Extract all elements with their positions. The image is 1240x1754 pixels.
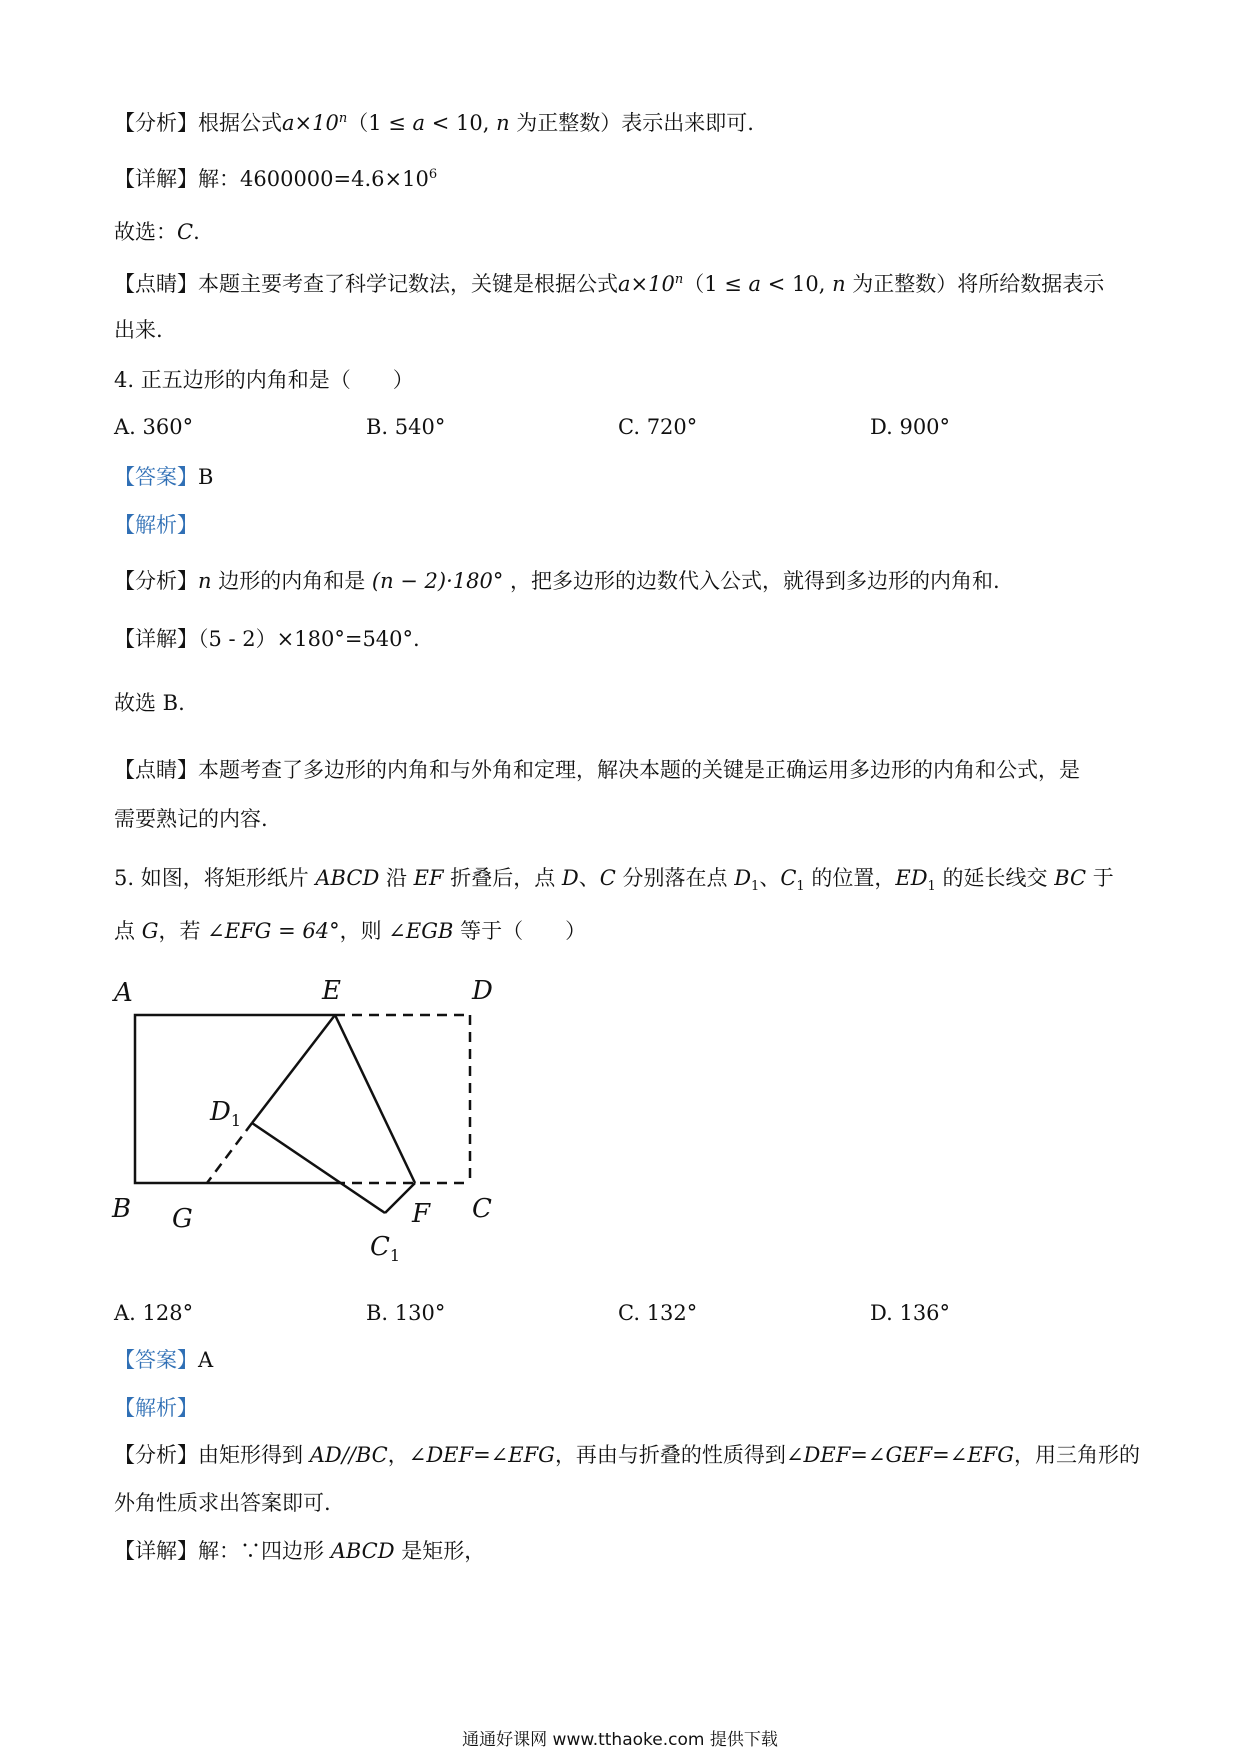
- segment-ed1: [252, 1015, 335, 1123]
- text: ，若: [158, 919, 208, 943]
- var-n: n: [496, 111, 510, 135]
- option-letter: B.: [366, 415, 389, 439]
- formula: ∠EFG = 64°: [207, 919, 340, 943]
- text: 5. 如图，将矩形纸片: [114, 866, 316, 890]
- q3-choice: [114, 217, 200, 247]
- label-detail: 【详解】: [114, 627, 198, 651]
- q4-option-d: [870, 412, 950, 442]
- q3-point-cont: 出来.: [114, 318, 163, 342]
- label-d: D: [472, 976, 493, 1006]
- text: < 10,: [761, 272, 833, 296]
- q4-option-a: [114, 412, 193, 442]
- option-letter: A.: [114, 415, 136, 439]
- option-value: 136°: [899, 1301, 951, 1325]
- text: （1 ≤: [683, 272, 749, 296]
- label-point: 【点睛】: [114, 758, 198, 782]
- segment-d1c1: [252, 1123, 385, 1213]
- option-letter: A.: [114, 1301, 136, 1325]
- option-letter: D.: [870, 1301, 893, 1325]
- text: （1 ≤: [347, 111, 413, 135]
- subscript: 1: [751, 879, 760, 895]
- text: 的位置，: [804, 866, 896, 890]
- fold-diagram: [110, 965, 510, 1265]
- var: C: [780, 866, 797, 890]
- q4-option-c: [618, 412, 697, 442]
- exponent: n: [674, 272, 684, 287]
- q5-answer: [114, 1345, 213, 1375]
- label-c1: $C_1$: [370, 1232, 401, 1265]
- q5-stem-cont: [114, 916, 586, 946]
- label-point: 【点睛】: [114, 272, 198, 296]
- q4-stem: 4. 正五边形的内角和是（ ）: [114, 368, 414, 392]
- segment-c1f: [385, 1183, 415, 1213]
- text: 折叠后，点: [443, 866, 562, 890]
- formula: a×10: [618, 272, 675, 296]
- q5-detail: [114, 1536, 485, 1566]
- text: 分别落在点: [615, 866, 735, 890]
- option-value: 900°: [899, 415, 951, 439]
- text: 、: [578, 866, 600, 890]
- segment-gd1-dashed: [207, 1123, 252, 1183]
- q4-detail: [114, 624, 420, 654]
- subscript: 1: [927, 879, 936, 895]
- label-g: G: [172, 1204, 193, 1234]
- q5-option-c: [618, 1298, 697, 1328]
- q5-jiexi-label: 【解析】: [114, 1396, 198, 1420]
- text: 本题考查了多边形的内角和与外角和定理，解决本题的关键是正确运用多边形的内角和公式，是: [198, 758, 1080, 782]
- text: 根据公式: [198, 111, 282, 135]
- label-analysis: 【分析】: [114, 1443, 198, 1467]
- option-letter: B.: [366, 1301, 389, 1325]
- q3-point: [114, 265, 1104, 299]
- segment-ef: [335, 1015, 415, 1183]
- text: 于: [1086, 866, 1114, 890]
- label-detail: 【详解】: [114, 167, 198, 191]
- q3-analysis: [114, 104, 754, 138]
- formula: AD//BC: [309, 1443, 388, 1467]
- q4-point: [114, 755, 1080, 785]
- var-a: a: [748, 272, 762, 296]
- formula: ∠EGB: [388, 919, 454, 943]
- label-analysis: 【分析】: [114, 111, 198, 135]
- option-value: 720°: [646, 415, 698, 439]
- text: 是矩形，: [394, 1539, 486, 1563]
- formula: ∠DEF=∠GEF=∠EFG: [785, 1443, 1015, 1467]
- q5-analysis-cont: 外角性质求出答案即可.: [114, 1491, 331, 1515]
- label-answer: 【答案】: [114, 465, 198, 489]
- label-answer: 【答案】: [114, 1348, 198, 1372]
- q3-detail: [114, 160, 437, 194]
- text: ，再由与折叠的性质得到: [554, 1443, 786, 1467]
- label-c: C: [472, 1194, 492, 1224]
- option-value: 130°: [394, 1301, 446, 1325]
- text: .: [193, 220, 200, 244]
- text: 沿: [379, 866, 414, 890]
- choice-letter: C: [177, 220, 194, 244]
- var-a: a: [412, 111, 426, 135]
- var: EF: [413, 866, 444, 890]
- answer-value: B: [198, 465, 214, 489]
- q5-option-d: [870, 1298, 950, 1328]
- q5-stem: [114, 863, 1114, 902]
- text: 等于（ ）: [453, 919, 587, 943]
- page-footer: 通通好课网 www.tthaoke.com 提供下载: [462, 1730, 778, 1750]
- text: ，: [387, 1443, 409, 1467]
- text: 故选：: [114, 220, 177, 244]
- text: 解：4600000=4.6×10: [198, 167, 429, 191]
- q4-choice: 故选 B.: [114, 691, 185, 715]
- text: （5 - 2）×180°=540°.: [198, 627, 420, 651]
- label-e: E: [322, 976, 341, 1006]
- var: D: [561, 866, 579, 890]
- option-value: 128°: [142, 1301, 194, 1325]
- formula: a×10: [282, 111, 339, 135]
- text: ，把多边形的边数代入公式，就得到多边形的内角和.: [503, 569, 1000, 593]
- var-n: n: [198, 569, 212, 593]
- text: 、: [759, 866, 781, 890]
- option-value: 132°: [646, 1301, 698, 1325]
- exponent: n: [338, 111, 348, 126]
- option-letter: C.: [618, 1301, 640, 1325]
- option-letter: C.: [618, 415, 640, 439]
- q4-analysis: [114, 566, 1000, 596]
- var: C: [599, 866, 616, 890]
- q4-jiexi-label: 【解析】: [114, 513, 198, 537]
- text: ，则: [339, 919, 389, 943]
- label-d1: $D_1$: [210, 1097, 242, 1130]
- label-b: B: [112, 1194, 132, 1224]
- formula: ∠DEF=∠EFG: [408, 1443, 555, 1467]
- q4-option-b: [366, 412, 445, 442]
- var: ABCD: [330, 1539, 395, 1563]
- option-value: 540°: [394, 415, 446, 439]
- text: 为正整数）将所给数据表示: [845, 272, 1105, 296]
- var-n: n: [832, 272, 846, 296]
- text: ，用三角形的: [1014, 1443, 1141, 1467]
- q5-option-b: [366, 1298, 445, 1328]
- label-detail: 【详解】: [114, 1539, 198, 1563]
- text: 为正整数）表示出来即可.: [509, 111, 754, 135]
- text: 解：∵四边形: [198, 1539, 331, 1563]
- var: BC: [1054, 866, 1087, 890]
- option-letter: D.: [870, 415, 893, 439]
- var: ABCD: [315, 866, 380, 890]
- label-f: F: [412, 1199, 431, 1229]
- text: 边形的内角和是: [211, 569, 372, 593]
- subscript: 1: [796, 879, 805, 895]
- label-a: A: [114, 978, 133, 1008]
- text: < 10,: [425, 111, 497, 135]
- label-analysis: 【分析】: [114, 569, 198, 593]
- q5-analysis: [114, 1440, 1140, 1470]
- option-value: 360°: [142, 415, 194, 439]
- answer-value: A: [198, 1348, 214, 1372]
- q4-point-cont: 需要熟记的内容.: [114, 807, 268, 831]
- q4-answer: [114, 462, 213, 492]
- text: 本题主要考查了科学记数法，关键是根据公式: [198, 272, 618, 296]
- q5-option-a: [114, 1298, 193, 1328]
- exponent: 6: [428, 167, 438, 182]
- text: 由矩形得到: [198, 1443, 310, 1467]
- text: 点: [114, 919, 142, 943]
- text: 的延长线交: [935, 866, 1055, 890]
- var: G: [141, 919, 159, 943]
- formula: (n − 2)·180°: [371, 569, 504, 593]
- var: ED: [895, 866, 928, 890]
- var: D: [734, 866, 752, 890]
